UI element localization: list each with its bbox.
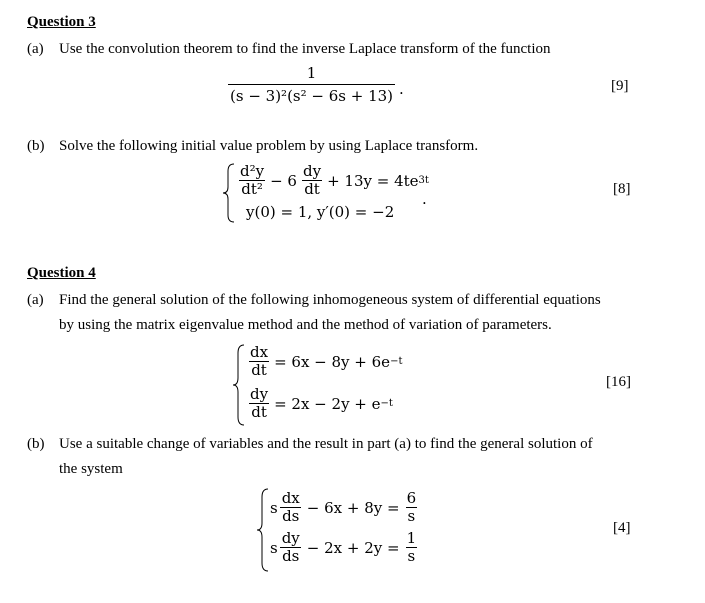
q4b-brace bbox=[256, 488, 270, 572]
q3a-numerator: 1 bbox=[306, 64, 317, 82]
q3b-text: Solve the following initial value problem by using Laplace transform. bbox=[59, 138, 479, 154]
q4a-equation-2 bbox=[246, 386, 393, 421]
q4a-text-line-2: by using the matrix eigenvalue method and the method of variation of parameters. bbox=[59, 317, 552, 333]
q3b-marks: [8] bbox=[613, 181, 631, 197]
q3a-period: . bbox=[399, 79, 404, 98]
q4b-equation-2 bbox=[270, 530, 420, 565]
q4b-eq2-den: ds bbox=[282, 547, 300, 565]
q4a-eq1-den: dt bbox=[251, 361, 267, 379]
q4b-eq2-mid: − 2x + 2y = bbox=[306, 538, 400, 557]
q4b-eq1-s: s bbox=[270, 498, 278, 517]
question-4-title: Question 4 bbox=[27, 265, 96, 281]
q4a-eq1-rhs: = 6x − 8y + 6e bbox=[274, 352, 391, 371]
q4a-label: (a) bbox=[27, 292, 44, 308]
q3a-text: Use the convolution theorem to find the inverse Laplace transform of the function bbox=[59, 41, 551, 57]
q4a-eq2-den: dt bbox=[251, 403, 267, 421]
q4a-eq2-exponent: −t bbox=[380, 398, 393, 409]
q4a-text-line-1: Find the general solution of the following inhomogeneous system of differential equations bbox=[59, 292, 601, 308]
q3b-eq1-rest: + 13y = 4te bbox=[327, 171, 419, 190]
q3a-expression bbox=[226, 62, 404, 107]
q4b-equation-1 bbox=[270, 490, 420, 525]
q4b-text-line-1: Use a suitable change of variables and the result in part (a) to find the general solution of bbox=[59, 436, 593, 452]
q4a-eq1-exponent: −t bbox=[390, 356, 403, 367]
q3b-equation-2: y(0) = 1, y′(0) = −2 bbox=[246, 203, 395, 221]
q4b-eq2-rhs-num: 1 bbox=[406, 529, 417, 547]
q4b-label: (b) bbox=[27, 436, 45, 452]
q4b-eq2-s: s bbox=[270, 538, 278, 557]
q4b-marks: [4] bbox=[613, 520, 631, 536]
q3b-eq1-frac1-num: d²y bbox=[240, 162, 265, 180]
q3b-equation-1 bbox=[236, 163, 429, 198]
q4b-eq1-den: ds bbox=[282, 507, 300, 525]
q3b-brace bbox=[222, 163, 236, 223]
q3b-eq1-frac2-den: dt bbox=[304, 180, 320, 198]
q4b-eq1-num: dx bbox=[281, 489, 300, 507]
q4b-eq2-rhs-den: s bbox=[407, 547, 416, 565]
q4b-eq1-rhs-num: 6 bbox=[406, 489, 417, 507]
q3b-eq1-exponent: 3t bbox=[418, 175, 429, 186]
q3b-eq1-frac1-den: dt² bbox=[241, 180, 263, 198]
q4a-eq1-num: dx bbox=[250, 343, 269, 361]
q4b-eq1-rhs-den: s bbox=[407, 507, 416, 525]
q4b-text-line-2: the system bbox=[59, 461, 123, 477]
q4a-equation-1 bbox=[246, 344, 402, 379]
q4b-eq2-num: dy bbox=[281, 529, 300, 547]
q3b-label: (b) bbox=[27, 138, 45, 154]
q3a-fraction bbox=[228, 62, 395, 107]
q3a-denominator: (s − 3)²(s² − 6s + 13) bbox=[228, 84, 395, 107]
q4a-eq2-num: dy bbox=[250, 385, 269, 403]
q3a-label: (a) bbox=[27, 41, 44, 57]
q3b-eq1-mid: − 6 bbox=[270, 171, 297, 190]
q3b-eq1-frac2-num: dy bbox=[302, 162, 322, 180]
q4a-marks: [16] bbox=[606, 374, 631, 390]
q4a-eq2-rhs: = 2x − 2y + e bbox=[274, 394, 381, 413]
q4b-eq1-mid: − 6x + 8y = bbox=[306, 498, 400, 517]
q3a-marks: [9] bbox=[611, 78, 629, 94]
q4a-brace bbox=[232, 344, 246, 426]
q3b-period: . bbox=[422, 190, 427, 208]
question-3-title: Question 3 bbox=[27, 14, 96, 30]
